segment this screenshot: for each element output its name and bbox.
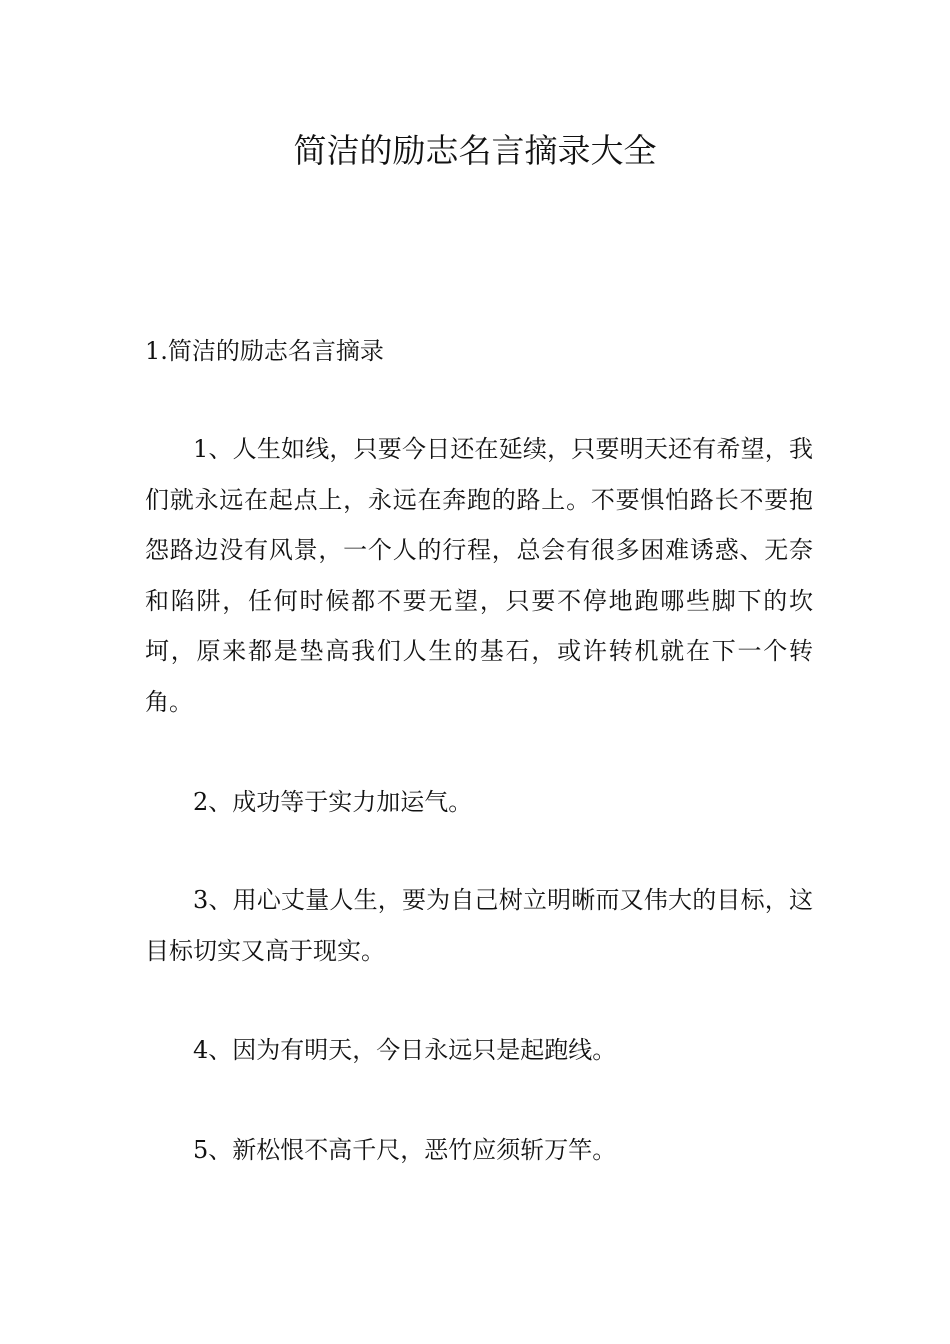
quote-paragraph-5: 5、新松恨不高千尺，恶竹应须斩万竿。 — [193, 1136, 617, 1164]
quote-paragraph-1: 1、人生如线，只要今日还在延续，只要明天还有希望，我们就永远在起点上，永远在奔跑的路上。不要惧怕路长不要抱怨路边没有风景，一个人的行程，总会有很多困难诱惑、无奈和陷阱，任何时候都不要无望，只要不停地跑哪些脚下的坎坷，原来都是垫高我们人生的基石，或许转机就在下一个转角。 — [145, 435, 813, 716]
quote-paragraph-2: 2、成功等于实力加运气。 — [193, 788, 473, 816]
quote-paragraph-4: 4、因为有明天，今日永远只是起跑线。 — [193, 1036, 617, 1064]
document-title: 简洁的励志名言摘录大全 — [293, 131, 657, 170]
quote-paragraph-3: 3、用心丈量人生，要为自己树立明晰而又伟大的目标，这目标切实又高于现实。 — [145, 886, 813, 965]
section-heading: 1.简洁的励志名言摘录 — [145, 337, 384, 365]
